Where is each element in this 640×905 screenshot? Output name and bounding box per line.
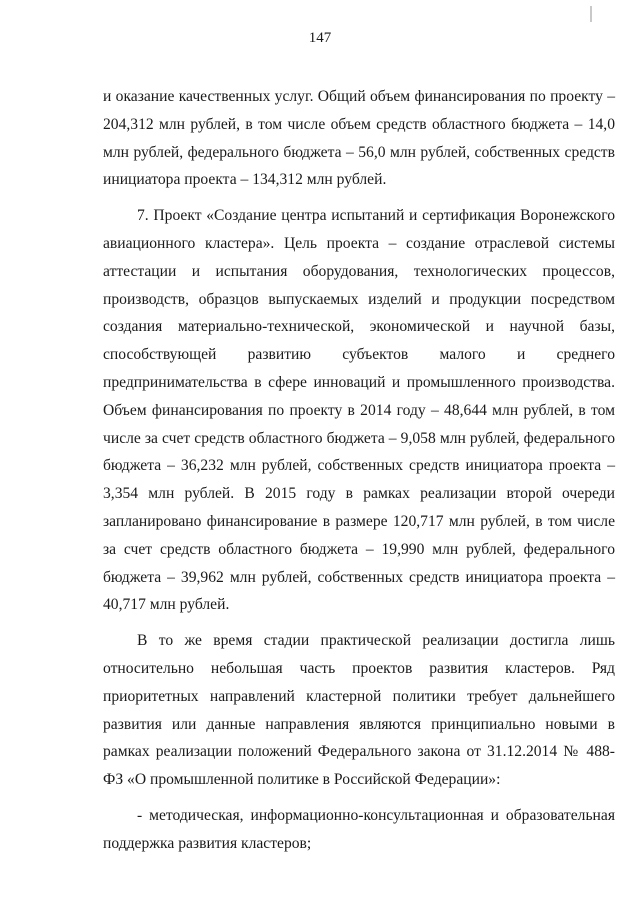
paragraph-funding-summary: и оказание качественных услуг. Общий объем финансирования по проекту – 204,312 млн рублей, в том числе объем средств областного бюджета – 14,0 млн рублей, федерального бюджета – 56,0 млн рублей, собственных средств инициатора проекта – 134,312 млн рублей. <box>103 88 615 189</box>
paragraph-cluster-policy: В то же время стадии практической реализации достигла лишь относительно небольшая часть проектов развития кластеров. Ряд приоритетных направлений кластерной политики требует дальнейшего развития или данные направления являются принципиально новыми в рамках реализации положений Федерального закона от 31.12.2014 № 488-ФЗ «О промышленной политике в Российской Федерации»: <box>103 632 615 789</box>
scan-mark <box>590 6 592 22</box>
document-body <box>103 83 615 858</box>
list-item-methodical-support: - методическая, информационно-консультационная и образовательная поддержка развития кластеров; <box>103 806 615 852</box>
page-number: 147 <box>308 30 332 46</box>
paragraph-project-7: 7. Проект «Создание центра испытаний и сертификация Воронежского авиационного кластера». Цель проекта – создание отраслевой системы аттестации и испытания оборудования, технологических процессов, производств, образцов выпускаемых изделий и продукции посредством создания материально-технической, экономической и научной базы, способствующей развитию субъектов малого и среднего предпринимательства в сфере инноваций и промышленного производства. Объем финансирования по проекту в 2014 году – 48,644 млн рублей, в том числе за счет средств областного бюджета – 9,058 млн рублей, федерального бюджета – 36,232 млн рублей, собственных средств инициатора проекта – 3,354 млн рублей. В 2015 году в рамках реализации второй очереди запланировано финансирование в размере 120,717 млн рублей, в том числе за счет средств областного бюджета – 19,990 млн рублей, федерального бюджета – 39,962 млн рублей, собственных средств инициатора проекта – 40,717 млн рублей. <box>103 207 615 614</box>
